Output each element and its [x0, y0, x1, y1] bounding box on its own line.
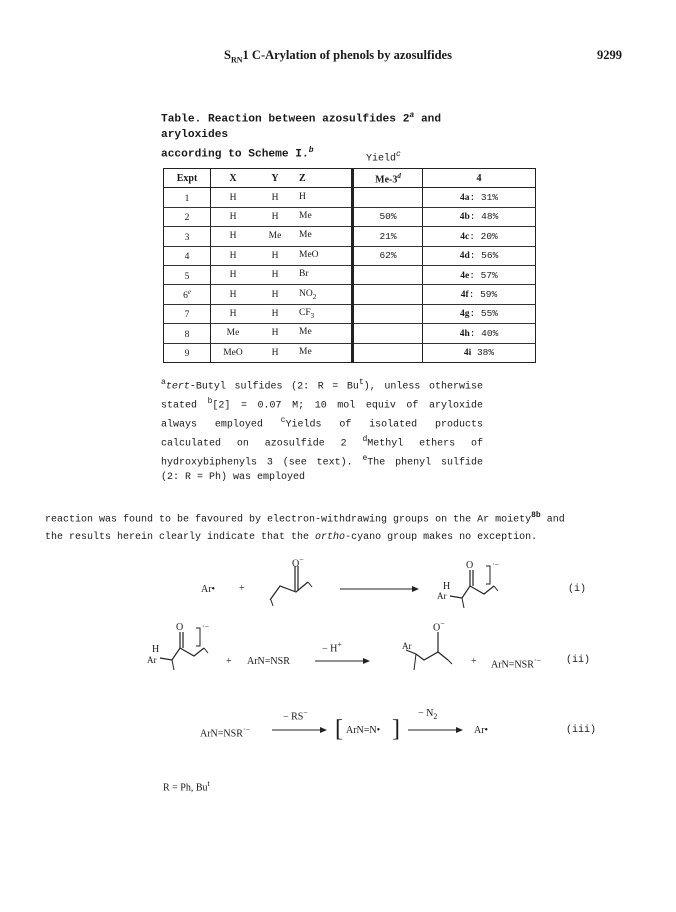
eq2-o-minus: O− [433, 619, 445, 634]
eq3-bracket-left: [ [335, 716, 343, 742]
eq1-h: H [443, 581, 451, 592]
eq2-product-structure [398, 630, 460, 680]
cell-z: MeO [295, 246, 353, 265]
cell-4: 4f: 59% [423, 285, 536, 304]
cell-expt: 2 [164, 207, 211, 226]
header-y: Y [255, 169, 295, 188]
cell-me3 [353, 324, 423, 343]
cell-y: H [255, 324, 295, 343]
table-row [164, 304, 536, 323]
cell-x: H [211, 265, 256, 284]
body-paragraph: reaction was found to be favoured by electron-withdrawing groups on the Ar moiety$^{8b}$ and the results herein clearly indicate that the ortho-cyano group makes no exception. [45, 511, 565, 544]
cell-expt: 9 [164, 343, 211, 362]
cell-y: H [255, 207, 295, 226]
eq2-arrow [315, 655, 371, 667]
table-row [164, 207, 536, 226]
header-4: 4 [423, 169, 536, 188]
cell-4: 4c: 20% [423, 227, 536, 246]
table-footnote: $^a$tert-Butyl sulfides (2: $R = Bu^t$), unless otherwise stated $^b$[2] = 0.07 M; 10 mol equiv of aryloxide always employed $^c$Yields of isolated products calculated on azosulfide 2 $^d$Methyl ethers of hydroxybiphenyls 3 (see text). $^e$The phenyl sulfide (2: R = Ph) was employed [161, 378, 483, 483]
cell-x: H [211, 207, 256, 226]
eq3-arrow1-label: − RS− [283, 708, 308, 723]
page-number: 9299 [597, 48, 622, 62]
cell-y: H [255, 188, 295, 207]
eq2-ar2: Ar [402, 641, 412, 651]
eq3-bracket-right: ] [392, 716, 400, 742]
eq3-arrow2-label: − $N_2$ [418, 708, 438, 721]
eq3-arrow1 [272, 724, 328, 736]
eq1-ar: Ar [437, 591, 447, 601]
eq3-start: ArN=NSR·− [200, 725, 251, 740]
cell-expt: 1 [164, 188, 211, 207]
r-definition: R = Ph, Bu$^t$ [163, 779, 210, 794]
table-row [164, 265, 536, 284]
eq2-radical-anion: ·− [202, 622, 210, 631]
eq3-product: Ar• [474, 725, 489, 736]
cell-expt: 8 [164, 324, 211, 343]
cell-y: H [255, 285, 295, 304]
cell-me3: 21% [353, 227, 423, 246]
cell-me3 [353, 343, 423, 362]
cell-4: 4b: 48% [423, 207, 536, 226]
cell-4: 4e: 57% [423, 265, 536, 284]
cell-x: H [211, 285, 256, 304]
cell-4: 4d: 56% [423, 246, 536, 265]
eq2-reactant-structure [160, 628, 220, 676]
cell-me3 [353, 265, 423, 284]
eq2-plus1: + [226, 656, 232, 667]
header-me3: Me-3$^d$ [353, 169, 423, 188]
cell-y: H [255, 343, 295, 362]
cell-z: Me [295, 207, 353, 226]
cell-z: H [295, 188, 353, 207]
cell-y: H [255, 246, 295, 265]
eq3-label: (iii) [566, 725, 597, 736]
eq2-product: ArN=NSR·− [491, 656, 542, 671]
cell-expt: 4 [164, 246, 211, 265]
cell-z: Me [295, 227, 353, 246]
cell-x: MeO [211, 343, 256, 362]
cell-me3 [353, 188, 423, 207]
eq2-reagent: ArN=NSR [247, 656, 290, 667]
eq1-radical-anion: ·− [492, 560, 500, 569]
eq1-plus: + [239, 583, 245, 594]
table-caption: Table. Reaction between azosulfides 2$^a$ and aryloxides according to Scheme I.$^b$ [161, 111, 442, 161]
eq3-arrow2 [408, 724, 464, 736]
table-row [164, 246, 536, 265]
eq1-o-minus: O− [292, 555, 304, 570]
table-row [164, 188, 536, 207]
cell-x: H [211, 304, 256, 323]
cell-y: H [255, 265, 295, 284]
cell-expt: 3 [164, 227, 211, 246]
cell-me3 [353, 304, 423, 323]
cell-me3: 50% [353, 207, 423, 226]
cell-z: $NO_2$ [295, 285, 353, 304]
running-head: $S_{RN}1$ C-Arylation of phenols by azosulfides [224, 48, 452, 65]
cell-4: 4a: 31% [423, 188, 536, 207]
cell-expt: 7 [164, 304, 211, 323]
cell-z: Br [295, 265, 353, 284]
cell-z: Me [295, 324, 353, 343]
cell-y: Me [255, 227, 295, 246]
header-expt: Expt [164, 169, 211, 188]
yield-header: Yield$^c$ [366, 150, 401, 165]
cell-x: H [211, 246, 256, 265]
eq1-product-structure [450, 566, 510, 614]
cell-x: H [211, 188, 256, 207]
table-row [164, 285, 536, 304]
eq1-arrow [340, 583, 420, 595]
table-row [164, 324, 536, 343]
cell-expt: 6e [164, 285, 211, 304]
cell-z: $CF_3$ [295, 304, 353, 323]
table-row [164, 227, 536, 246]
cell-expt: 5 [164, 265, 211, 284]
eq2-plus2: + [471, 656, 477, 667]
table-row [164, 343, 536, 362]
cell-4: 4g: 55% [423, 304, 536, 323]
eq1-ar-radical: Ar• [201, 584, 216, 595]
table-header-row [164, 169, 536, 188]
cell-x: Me [211, 324, 256, 343]
eq1-o: O [466, 560, 474, 571]
cell-z: Me [295, 343, 353, 362]
cell-4: 4h: 40% [423, 324, 536, 343]
cell-me3 [353, 285, 423, 304]
eq2-arrow-label: − H+ [322, 640, 342, 655]
cell-x: H [211, 227, 256, 246]
header-x: X [211, 169, 256, 188]
eq2-ar: Ar [147, 655, 157, 665]
header-z: Z [295, 169, 353, 188]
eq2-h: H [152, 644, 160, 655]
eq1-label: (i) [568, 584, 587, 595]
eq2-o: O [176, 622, 184, 633]
results-table [163, 168, 536, 363]
eq2-label: (ii) [566, 655, 591, 666]
cell-y: H [255, 304, 295, 323]
cell-me3: 62% [353, 246, 423, 265]
eq3-intermediate: ArN=N• [346, 725, 381, 736]
cell-4: 4i 38% [423, 343, 536, 362]
